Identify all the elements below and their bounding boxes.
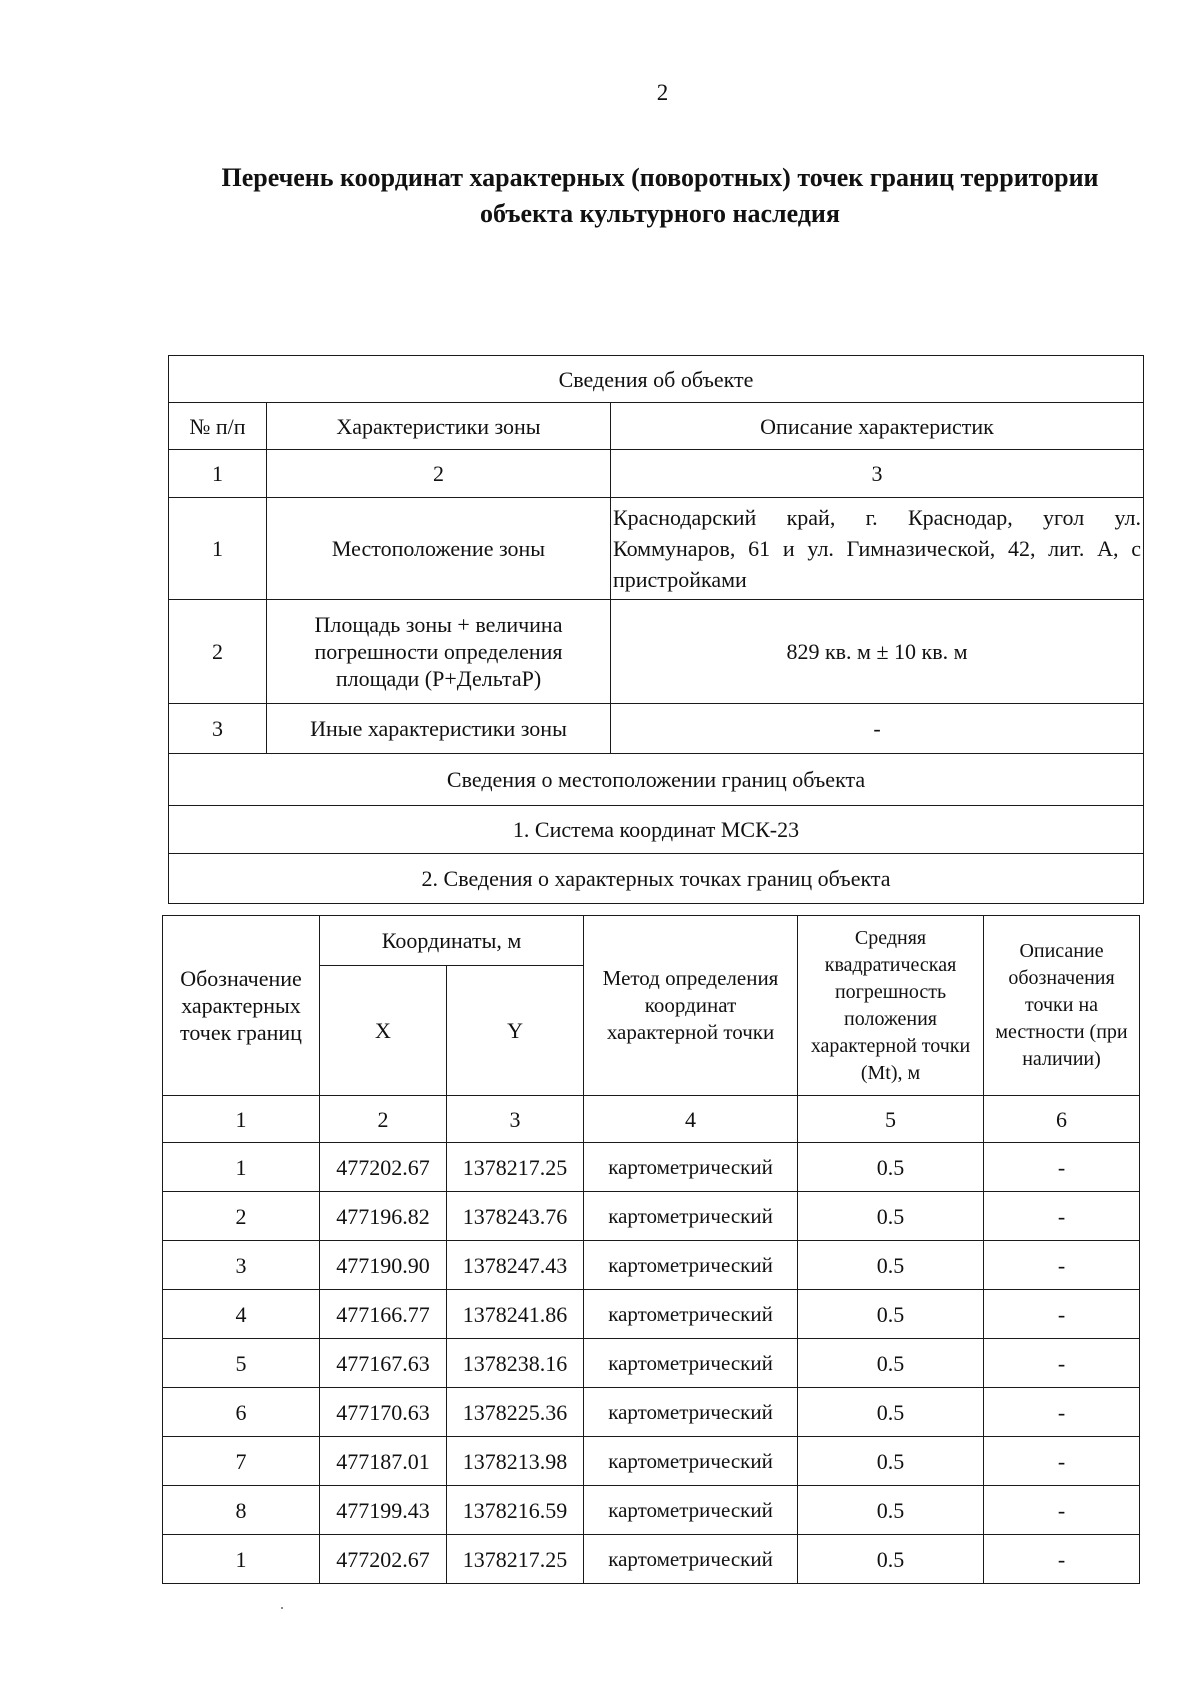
point-method: картометрический <box>584 1486 798 1535</box>
point-error: 0.5 <box>798 1388 984 1437</box>
col-number-1: 1 <box>163 1096 320 1143</box>
row-description: - <box>611 704 1144 754</box>
point-y: 1378216.59 <box>447 1486 584 1535</box>
row-description: 829 кв. м ± 10 кв. м <box>611 600 1144 704</box>
point-method: картометрический <box>584 1388 798 1437</box>
header-x: X <box>320 966 447 1096</box>
table-row <box>163 1486 1140 1535</box>
point-x: 477202.67 <box>320 1143 447 1192</box>
col-number-5: 5 <box>798 1096 984 1143</box>
point-y: 1378217.25 <box>447 1535 584 1584</box>
table-row <box>169 498 1144 600</box>
point-description: - <box>984 1241 1140 1290</box>
document-title-line-1: Перечень координат характерных (поворотных) точек границ территории <box>221 163 1099 192</box>
col-number-3: 3 <box>447 1096 584 1143</box>
point-y: 1378213.98 <box>447 1437 584 1486</box>
point-description: - <box>984 1437 1140 1486</box>
col-header-number: № п/п <box>169 403 267 450</box>
point-x: 477167.63 <box>320 1339 447 1388</box>
row-number: 2 <box>169 600 267 704</box>
point-error: 0.5 <box>798 1486 984 1535</box>
document-title <box>180 160 1140 232</box>
point-error: 0.5 <box>798 1437 984 1486</box>
points-body <box>163 1143 1140 1584</box>
point-x: 477187.01 <box>320 1437 447 1486</box>
point-x: 477196.82 <box>320 1192 447 1241</box>
point-error: 0.5 <box>798 1143 984 1192</box>
header-error: Средняя квадратическая погрешность положения характерной точки (Mt), м <box>798 916 984 1096</box>
col-number-3: 3 <box>611 450 1144 498</box>
coordinate-system: 1. Система координат МСК-23 <box>169 806 1144 854</box>
header-designation: Обозначение характерных точек границ <box>163 916 320 1096</box>
point-description: - <box>984 1339 1140 1388</box>
object-info-table <box>168 355 1144 904</box>
table-row <box>163 1388 1140 1437</box>
boundary-points-table <box>162 915 1140 1584</box>
col-number-2: 2 <box>267 450 611 498</box>
col-header-description: Описание характеристик <box>611 403 1144 450</box>
col-number-2: 2 <box>320 1096 447 1143</box>
location-header: Сведения о местоположении границ объекта <box>169 754 1144 806</box>
point-designation: 4 <box>163 1290 320 1339</box>
scan-speck <box>281 1607 283 1609</box>
col-number-6: 6 <box>984 1096 1140 1143</box>
table-row <box>169 704 1144 754</box>
point-method: картометрический <box>584 1339 798 1388</box>
point-designation: 1 <box>163 1143 320 1192</box>
table-row <box>163 1143 1140 1192</box>
point-description: - <box>984 1486 1140 1535</box>
point-x: 477190.90 <box>320 1241 447 1290</box>
object-info-header: Сведения об объекте <box>169 356 1144 403</box>
row-number: 3 <box>169 704 267 754</box>
table-row <box>163 1535 1140 1584</box>
col-number-4: 4 <box>584 1096 798 1143</box>
point-description: - <box>984 1143 1140 1192</box>
point-error: 0.5 <box>798 1290 984 1339</box>
point-error: 0.5 <box>798 1339 984 1388</box>
point-description: - <box>984 1290 1140 1339</box>
table-row <box>163 1339 1140 1388</box>
header-point-description: Описание обозначения точки на местности (при наличии) <box>984 916 1140 1096</box>
table-row <box>163 1192 1140 1241</box>
table-row <box>163 1290 1140 1339</box>
point-x: 477166.77 <box>320 1290 447 1339</box>
col-header-characteristic: Характеристики зоны <box>267 403 611 450</box>
point-method: картометрический <box>584 1535 798 1584</box>
header-y: Y <box>447 966 584 1096</box>
table-row <box>163 1241 1140 1290</box>
point-designation: 2 <box>163 1192 320 1241</box>
point-x: 477199.43 <box>320 1486 447 1535</box>
point-y: 1378217.25 <box>447 1143 584 1192</box>
table-row <box>163 1437 1140 1486</box>
header-coordinates: Координаты, м <box>320 916 584 966</box>
point-designation: 5 <box>163 1339 320 1388</box>
point-description: - <box>984 1535 1140 1584</box>
point-y: 1378243.76 <box>447 1192 584 1241</box>
point-description: - <box>984 1192 1140 1241</box>
point-error: 0.5 <box>798 1535 984 1584</box>
page-number: 2 <box>656 80 669 105</box>
points-section-header: 2. Сведения о характерных точках границ объекта <box>169 854 1144 904</box>
table-row <box>169 600 1144 704</box>
point-y: 1378225.36 <box>447 1388 584 1437</box>
row-description: Краснодарский край, г. Краснодар, угол ул. Коммунаров, 61 и ул. Гимназической, 42, лит. А, с пристройками <box>611 498 1144 600</box>
point-x: 477202.67 <box>320 1535 447 1584</box>
point-error: 0.5 <box>798 1241 984 1290</box>
point-x: 477170.63 <box>320 1388 447 1437</box>
point-designation: 7 <box>163 1437 320 1486</box>
point-y: 1378247.43 <box>447 1241 584 1290</box>
point-method: картометрический <box>584 1241 798 1290</box>
row-number: 1 <box>169 498 267 600</box>
header-method: Метод определения координат характерной точки <box>584 916 798 1096</box>
row-characteristic: Местоположение зоны <box>267 498 611 600</box>
point-method: картометрический <box>584 1437 798 1486</box>
col-number-1: 1 <box>169 450 267 498</box>
point-designation: 8 <box>163 1486 320 1535</box>
point-error: 0.5 <box>798 1192 984 1241</box>
point-designation: 1 <box>163 1535 320 1584</box>
point-y: 1378238.16 <box>447 1339 584 1388</box>
point-designation: 6 <box>163 1388 320 1437</box>
point-y: 1378241.86 <box>447 1290 584 1339</box>
row-characteristic: Площадь зоны + величина погрешности определения площади (Р+ДельтаР) <box>267 600 611 704</box>
document-title-line-2: объекта культурного наследия <box>480 199 840 228</box>
point-method: картометрический <box>584 1290 798 1339</box>
point-description: - <box>984 1388 1140 1437</box>
point-method: картометрический <box>584 1143 798 1192</box>
point-designation: 3 <box>163 1241 320 1290</box>
point-method: картометрический <box>584 1192 798 1241</box>
row-characteristic: Иные характеристики зоны <box>267 704 611 754</box>
